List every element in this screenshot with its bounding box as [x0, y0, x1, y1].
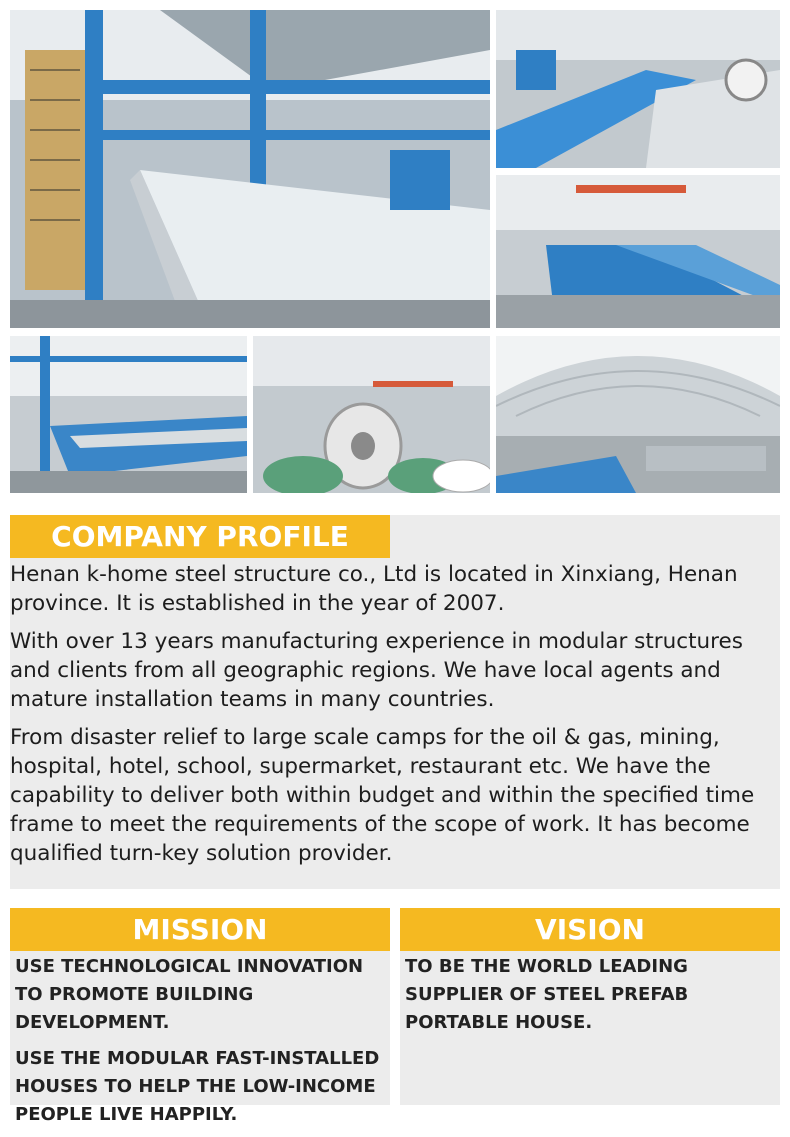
- mission-item: USE THE MODULAR FAST-INSTALLED HOUSES TO HELP THE LOW-INCOME PEOPLE LIVE HAPPILY.: [15, 1048, 380, 1125]
- factory-photo-panel-rack: [10, 336, 247, 493]
- vision-title: VISION: [400, 908, 780, 951]
- factory-photo-production-line: [10, 10, 490, 328]
- factory-photo-blue-panel-roll: [496, 10, 780, 168]
- profile-paragraph: With over 13 years manufacturing experience in modular structures and clients from all geographic regions. We have local agents and mature installation teams in many countries.: [10, 629, 743, 712]
- vision-list: [405, 953, 777, 1045]
- profile-body: [10, 560, 782, 877]
- vision-item: TO BE THE WORLD LEADING SUPPLIER OF STEEL PREFAB PORTABLE HOUSE.: [405, 956, 689, 1033]
- mission-item: USE TECHNOLOGICAL INNOVATION TO PROMOTE BUILDING DEVELOPMENT.: [15, 956, 364, 1033]
- profile-paragraph: Henan k-home steel structure co., Ltd is located in Xinxiang, Henan province. It is established in the year of 2007.: [10, 562, 738, 616]
- factory-photo-forming-machines: [496, 175, 780, 328]
- mission-title: MISSION: [10, 908, 390, 951]
- factory-photo-steel-coils: [253, 336, 490, 493]
- factory-photo-warehouse-stock: [496, 336, 780, 493]
- mission-list: [15, 953, 389, 1137]
- profile-title: COMPANY PROFILE: [10, 515, 390, 558]
- profile-paragraph: From disaster relief to large scale camps for the oil & gas, mining, hospital, hotel, school, supermarket, restaurant etc. We have the capability to deliver both within budget and within the specified time frame to meet the requirements of the scope of work. It has become qualified turn-key solution provider.: [10, 725, 755, 866]
